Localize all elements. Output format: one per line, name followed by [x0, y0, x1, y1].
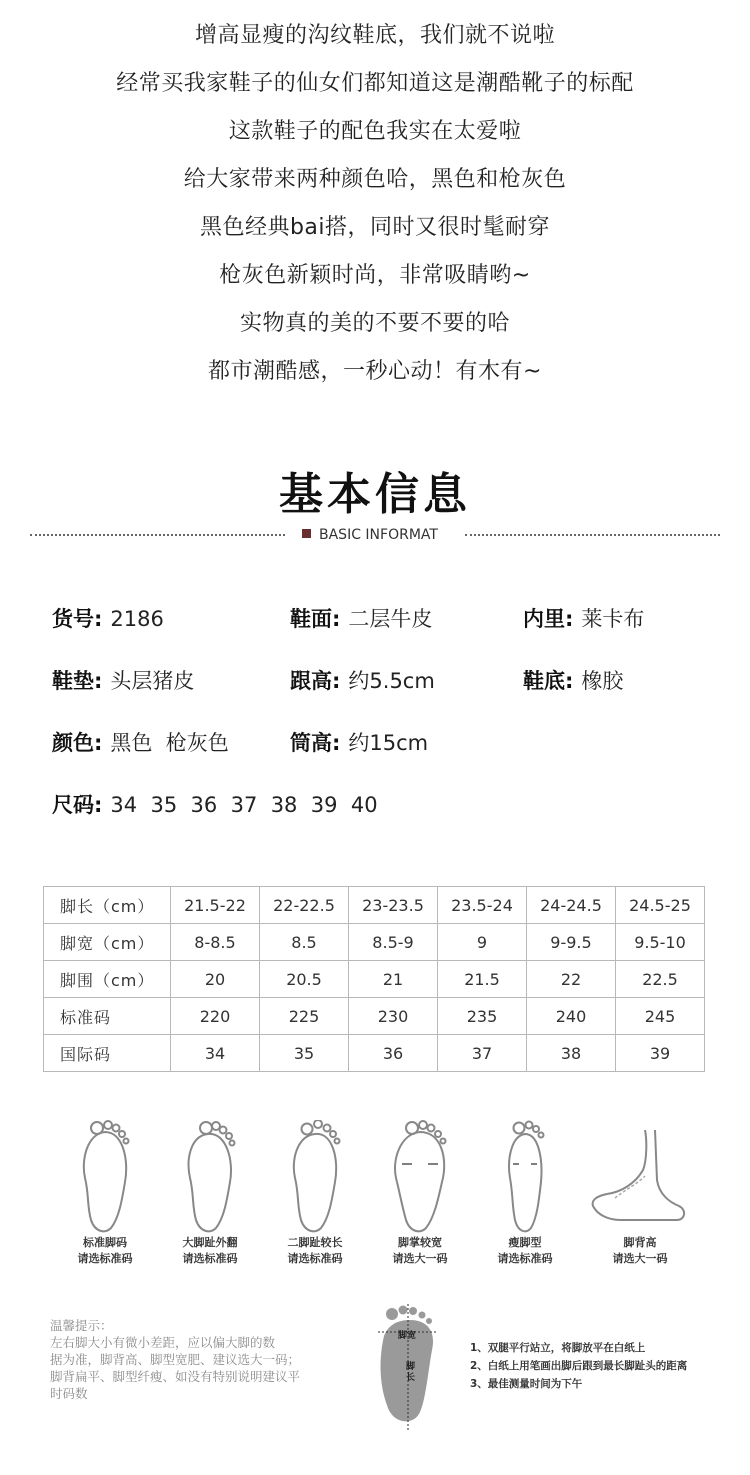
size-table-cell: 9	[438, 924, 527, 961]
info-item-sizes	[52, 789, 378, 819]
measure-steps	[470, 1339, 740, 1393]
size-table-cell: 21.5	[438, 961, 527, 998]
info-key: 跟高:	[290, 669, 341, 693]
size-table-cell: 8.5-9	[349, 924, 438, 961]
info-key: 鞋面:	[290, 607, 341, 631]
size-table-cell: 245	[616, 998, 705, 1035]
size-table-cell: 39	[616, 1035, 705, 1072]
square-bullet-icon	[302, 529, 311, 538]
size-table-cell: 20	[171, 961, 260, 998]
info-value: 头层猪皮	[110, 669, 195, 693]
size-table-cell: 225	[260, 998, 349, 1035]
foot-outline-icon	[390, 1120, 450, 1235]
foot-type-bunion	[155, 1120, 265, 1267]
size-table-cell: 38	[527, 1035, 616, 1072]
intro-line: 给大家带来两种颜色哈，黑色和枪灰色	[183, 167, 567, 192]
info-value: 2186	[110, 607, 164, 631]
foot-outline-icon	[495, 1120, 555, 1235]
size-table-cell: 22.5	[616, 961, 705, 998]
info-row	[52, 789, 712, 851]
size-table-cell: 235	[438, 998, 527, 1035]
dotted-rule	[30, 534, 285, 536]
measure-length-label: 脚长	[406, 1362, 416, 1383]
size-table	[43, 886, 705, 1072]
foot-type-narrow	[470, 1120, 580, 1267]
section-divider	[30, 525, 720, 545]
size-table-cell: 23-23.5	[349, 887, 438, 924]
foot-type-high-instep	[580, 1120, 700, 1267]
tips-line: 脚背扁平、脚型纤瘦、如没有特别说明建议平	[50, 1369, 301, 1384]
size-table-cell: 8.5	[260, 924, 349, 961]
size-table-cell: 9-9.5	[527, 924, 616, 961]
size-table-cell: 22	[527, 961, 616, 998]
info-row	[52, 665, 712, 727]
tips-line: 据为准，脚背高、脚型宽肥、建议选大一码；	[50, 1352, 301, 1367]
foot-type-label: 二脚趾较长	[287, 1236, 343, 1249]
info-value: 莱卡布	[581, 607, 645, 631]
info-value: 黑色 枪灰色	[110, 731, 229, 755]
size-table-row	[44, 1035, 705, 1072]
info-key: 货号:	[52, 607, 103, 631]
foot-type-label: 脚掌较宽	[398, 1236, 442, 1249]
intro-line: 增高显瘦的沟纹鞋底，我们就不说啦	[194, 23, 555, 48]
size-table-cell: 230	[349, 998, 438, 1035]
size-table-row	[44, 887, 705, 924]
info-item-lining	[523, 603, 644, 633]
info-item-sku	[52, 603, 164, 633]
size-table-cell: 22-22.5	[260, 887, 349, 924]
foot-outline-icon	[180, 1120, 240, 1235]
measure-step: 3、最佳测量时间为下午	[470, 1378, 583, 1390]
foot-type-advice: 请选标准码	[182, 1252, 238, 1265]
size-table-row	[44, 924, 705, 961]
foot-type-advice: 请选标准码	[497, 1252, 553, 1265]
intro-line: 枪灰色新颖时尚，非常吸睛哟~	[219, 263, 531, 288]
size-table-cell: 9.5-10	[616, 924, 705, 961]
foot-type-advice: 请选大一码	[612, 1252, 668, 1265]
size-table-row	[44, 961, 705, 998]
measure-diagram	[370, 1302, 450, 1432]
intro-line: 实物真的美的不要不要的哈	[239, 311, 510, 336]
size-table-row	[44, 998, 705, 1035]
basic-info	[52, 603, 712, 851]
size-table-row-header: 脚围（cm）	[44, 961, 171, 998]
size-table-cell: 21	[349, 961, 438, 998]
size-table-row-header: 脚长（cm）	[44, 887, 171, 924]
info-value: 二层牛皮	[348, 607, 433, 631]
info-value: 34 35 36 37 38 39 40	[110, 793, 378, 817]
foot-type-label: 大脚趾外翻	[182, 1236, 238, 1249]
foot-type-label: 标准脚码	[83, 1236, 127, 1249]
info-key: 内里:	[523, 607, 574, 631]
foot-outline-icon	[75, 1120, 135, 1235]
foot-type-advice: 请选标准码	[287, 1252, 343, 1265]
foot-side-icon	[585, 1120, 695, 1235]
intro-line: 都市潮酷感，一秒心动！有木有~	[208, 359, 542, 384]
info-item-shaft-height	[290, 727, 428, 757]
size-table-cell: 37	[438, 1035, 527, 1072]
size-table-cell: 8-8.5	[171, 924, 260, 961]
measure-step: 1、双腿平行站立，将脚放平在白纸上	[470, 1342, 646, 1354]
size-table-cell: 36	[349, 1035, 438, 1072]
size-table-cell: 24-24.5	[527, 887, 616, 924]
foot-outline-icon	[285, 1120, 345, 1235]
info-row	[52, 603, 712, 665]
info-item-insole	[52, 665, 194, 695]
info-key: 鞋垫:	[52, 669, 103, 693]
info-item-heel-height	[290, 665, 435, 695]
foot-types	[50, 1120, 700, 1280]
size-table-cell: 23.5-24	[438, 887, 527, 924]
size-table-cell: 34	[171, 1035, 260, 1072]
size-table-cell: 35	[260, 1035, 349, 1072]
measure-width-label: 脚宽	[398, 1331, 417, 1341]
section-subtitle	[302, 525, 438, 545]
foot-type-advice: 请选大一码	[392, 1252, 448, 1265]
foot-type-wide	[365, 1120, 475, 1267]
size-table-cell: 240	[527, 998, 616, 1035]
info-key: 鞋底:	[523, 669, 574, 693]
info-row	[52, 727, 712, 789]
foot-type-label: 脚背高	[623, 1236, 657, 1249]
info-key: 筒高:	[290, 731, 341, 755]
info-item-sole	[523, 665, 623, 695]
section-subtitle-text: BASIC INFORMAT	[319, 527, 438, 543]
foot-type-long-second-toe	[260, 1120, 370, 1267]
size-table-cell: 24.5-25	[616, 887, 705, 924]
section-title: 基本信息	[279, 469, 471, 520]
info-value: 橡胶	[581, 669, 624, 693]
info-item-upper	[290, 603, 432, 633]
foot-type-standard	[50, 1120, 160, 1267]
info-key: 尺码:	[52, 793, 103, 817]
size-table-row-header: 标准码	[44, 998, 171, 1035]
foot-type-advice: 请选标准码	[77, 1252, 133, 1265]
intro-line: 这款鞋子的配色我实在太爱啦	[228, 119, 522, 144]
tips-line: 左右脚大小有微小差距，应以偏大脚的数	[50, 1335, 276, 1350]
measure-step: 2、白纸上用笔画出脚后跟到最长脚趾头的距离	[470, 1360, 688, 1372]
size-table-row-header: 国际码	[44, 1035, 171, 1072]
intro-text	[0, 12, 750, 396]
info-item-color	[52, 727, 229, 757]
tips-line: 时码数	[50, 1386, 88, 1401]
size-table-cell: 220	[171, 998, 260, 1035]
dotted-rule	[465, 534, 720, 536]
size-table-cell: 21.5-22	[171, 887, 260, 924]
intro-line: 黑色经典bai搭，同时又很时髦耐穿	[199, 215, 551, 240]
tips-title: 温馨提示：	[50, 1318, 113, 1333]
info-value: 约15cm	[348, 731, 429, 755]
info-value: 约5.5cm	[348, 669, 435, 693]
size-tips	[50, 1317, 350, 1402]
foot-type-label: 瘦脚型	[508, 1236, 542, 1249]
size-table-row-header: 脚宽（cm）	[44, 924, 171, 961]
intro-line: 经常买我家鞋子的仙女们都知道这是潮酷靴子的标配	[116, 71, 634, 96]
info-key: 颜色:	[52, 731, 103, 755]
size-table-cell: 20.5	[260, 961, 349, 998]
